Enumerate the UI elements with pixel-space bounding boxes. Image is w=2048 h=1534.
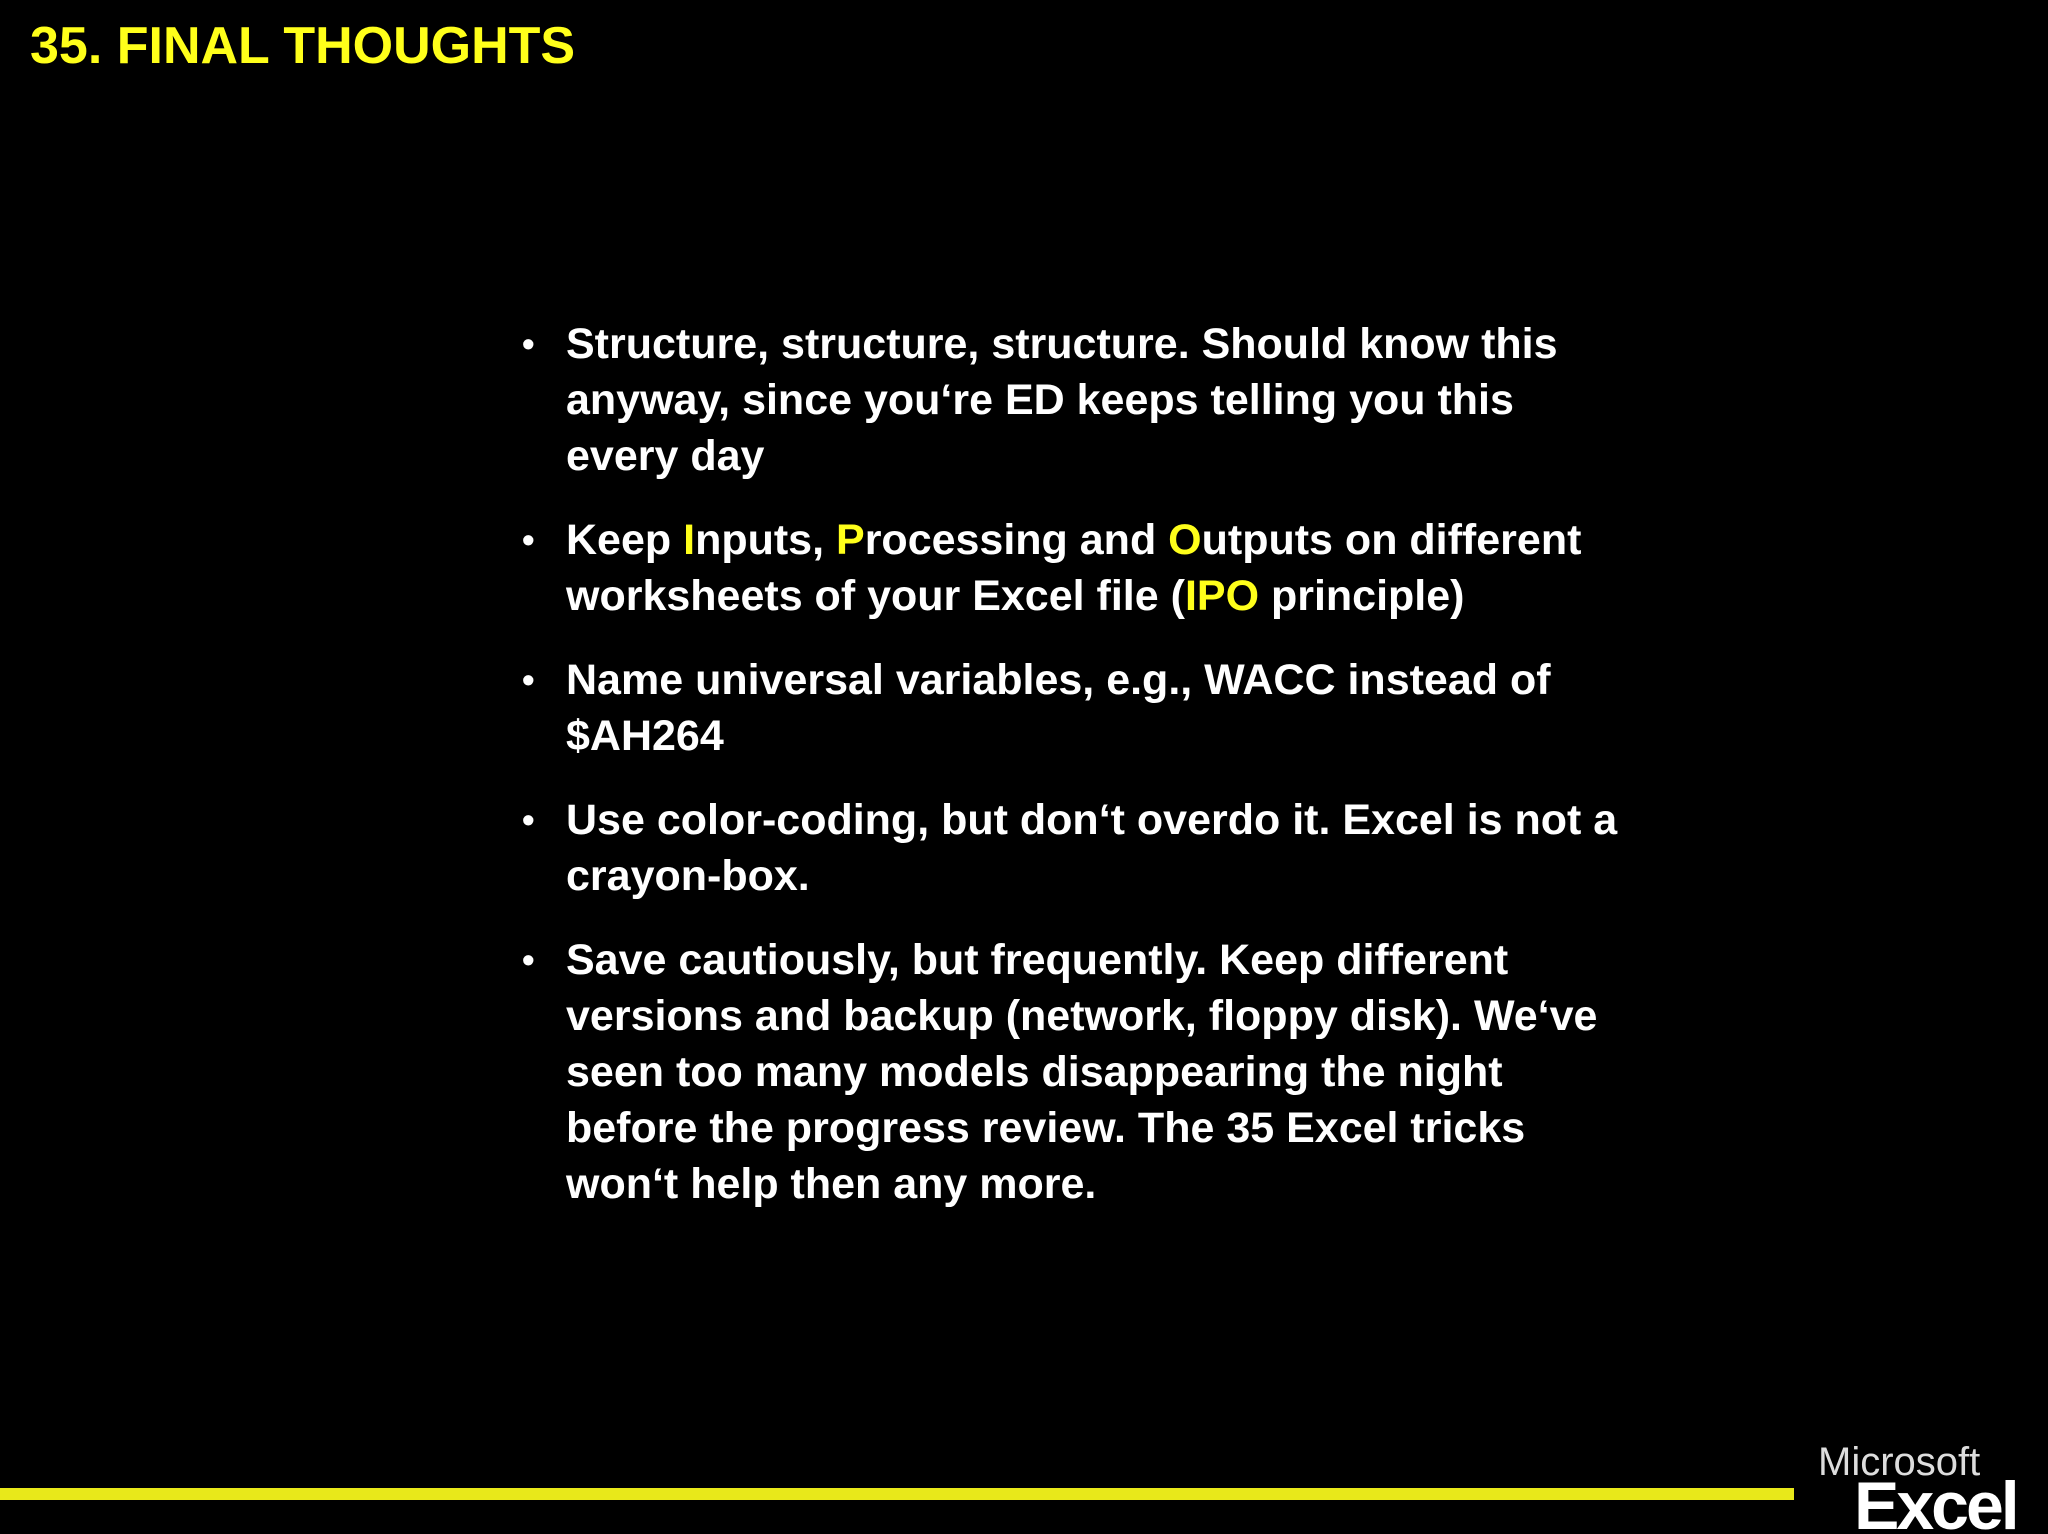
logo-microsoft-text: Microsoft: [1818, 1440, 1981, 1484]
slide-title: 35. FINAL THOUGHTS: [30, 17, 576, 75]
footer-accent-bar: [0, 1488, 1794, 1500]
bullet-text-segment: nputs,: [695, 516, 836, 564]
highlight-letter-o: O: [1168, 516, 1202, 564]
highlight-ipo: IPO: [1184, 572, 1260, 620]
bullet-dot-icon: •: [522, 323, 535, 364]
bullet-item-ipo: [522, 512, 1622, 624]
bullet-text-segment: utputs on different worksheets of your Excel file (: [566, 516, 1582, 620]
bullet-text-segment: Keep: [566, 516, 684, 564]
bullet-dot-icon: •: [522, 659, 535, 700]
bullet-item-variables: [522, 652, 1622, 764]
highlight-letter-p: P: [836, 516, 865, 564]
bullet-text: Name universal variables, e.g., WACC instead of $AH264: [566, 656, 1551, 760]
bullet-text: Structure, structure, structure. Should know this anyway, since you‘re ED keeps telling you this every day: [566, 320, 1558, 480]
bullet-dot-icon: •: [522, 939, 535, 980]
bullet-item-structure: [522, 316, 1622, 484]
bullet-item-save: [522, 932, 1622, 1212]
bullet-item-color-coding: [522, 792, 1622, 904]
bullet-text-segment: rocessing and: [864, 516, 1169, 564]
bullet-text-segment: principle): [1259, 572, 1465, 620]
bullet-text: [566, 516, 1581, 620]
highlight-letter-i: I: [683, 516, 696, 564]
bullet-text: Save cautiously, but frequently. Keep different versions and backup (network, floppy disk). We‘ve seen too many models disappearing the night before the progress review. The 35 Excel tricks won‘t help then any more.: [566, 936, 1598, 1208]
bullet-list: [522, 316, 1622, 1240]
logo-excel-text: Excel: [1854, 1468, 2017, 1534]
bullet-text: Use color-coding, but don‘t overdo it. Excel is not a crayon-box.: [566, 796, 1618, 900]
microsoft-excel-logo: [1816, 1440, 2048, 1534]
bullet-dot-icon: •: [522, 799, 535, 840]
bullet-dot-icon: •: [522, 519, 535, 560]
